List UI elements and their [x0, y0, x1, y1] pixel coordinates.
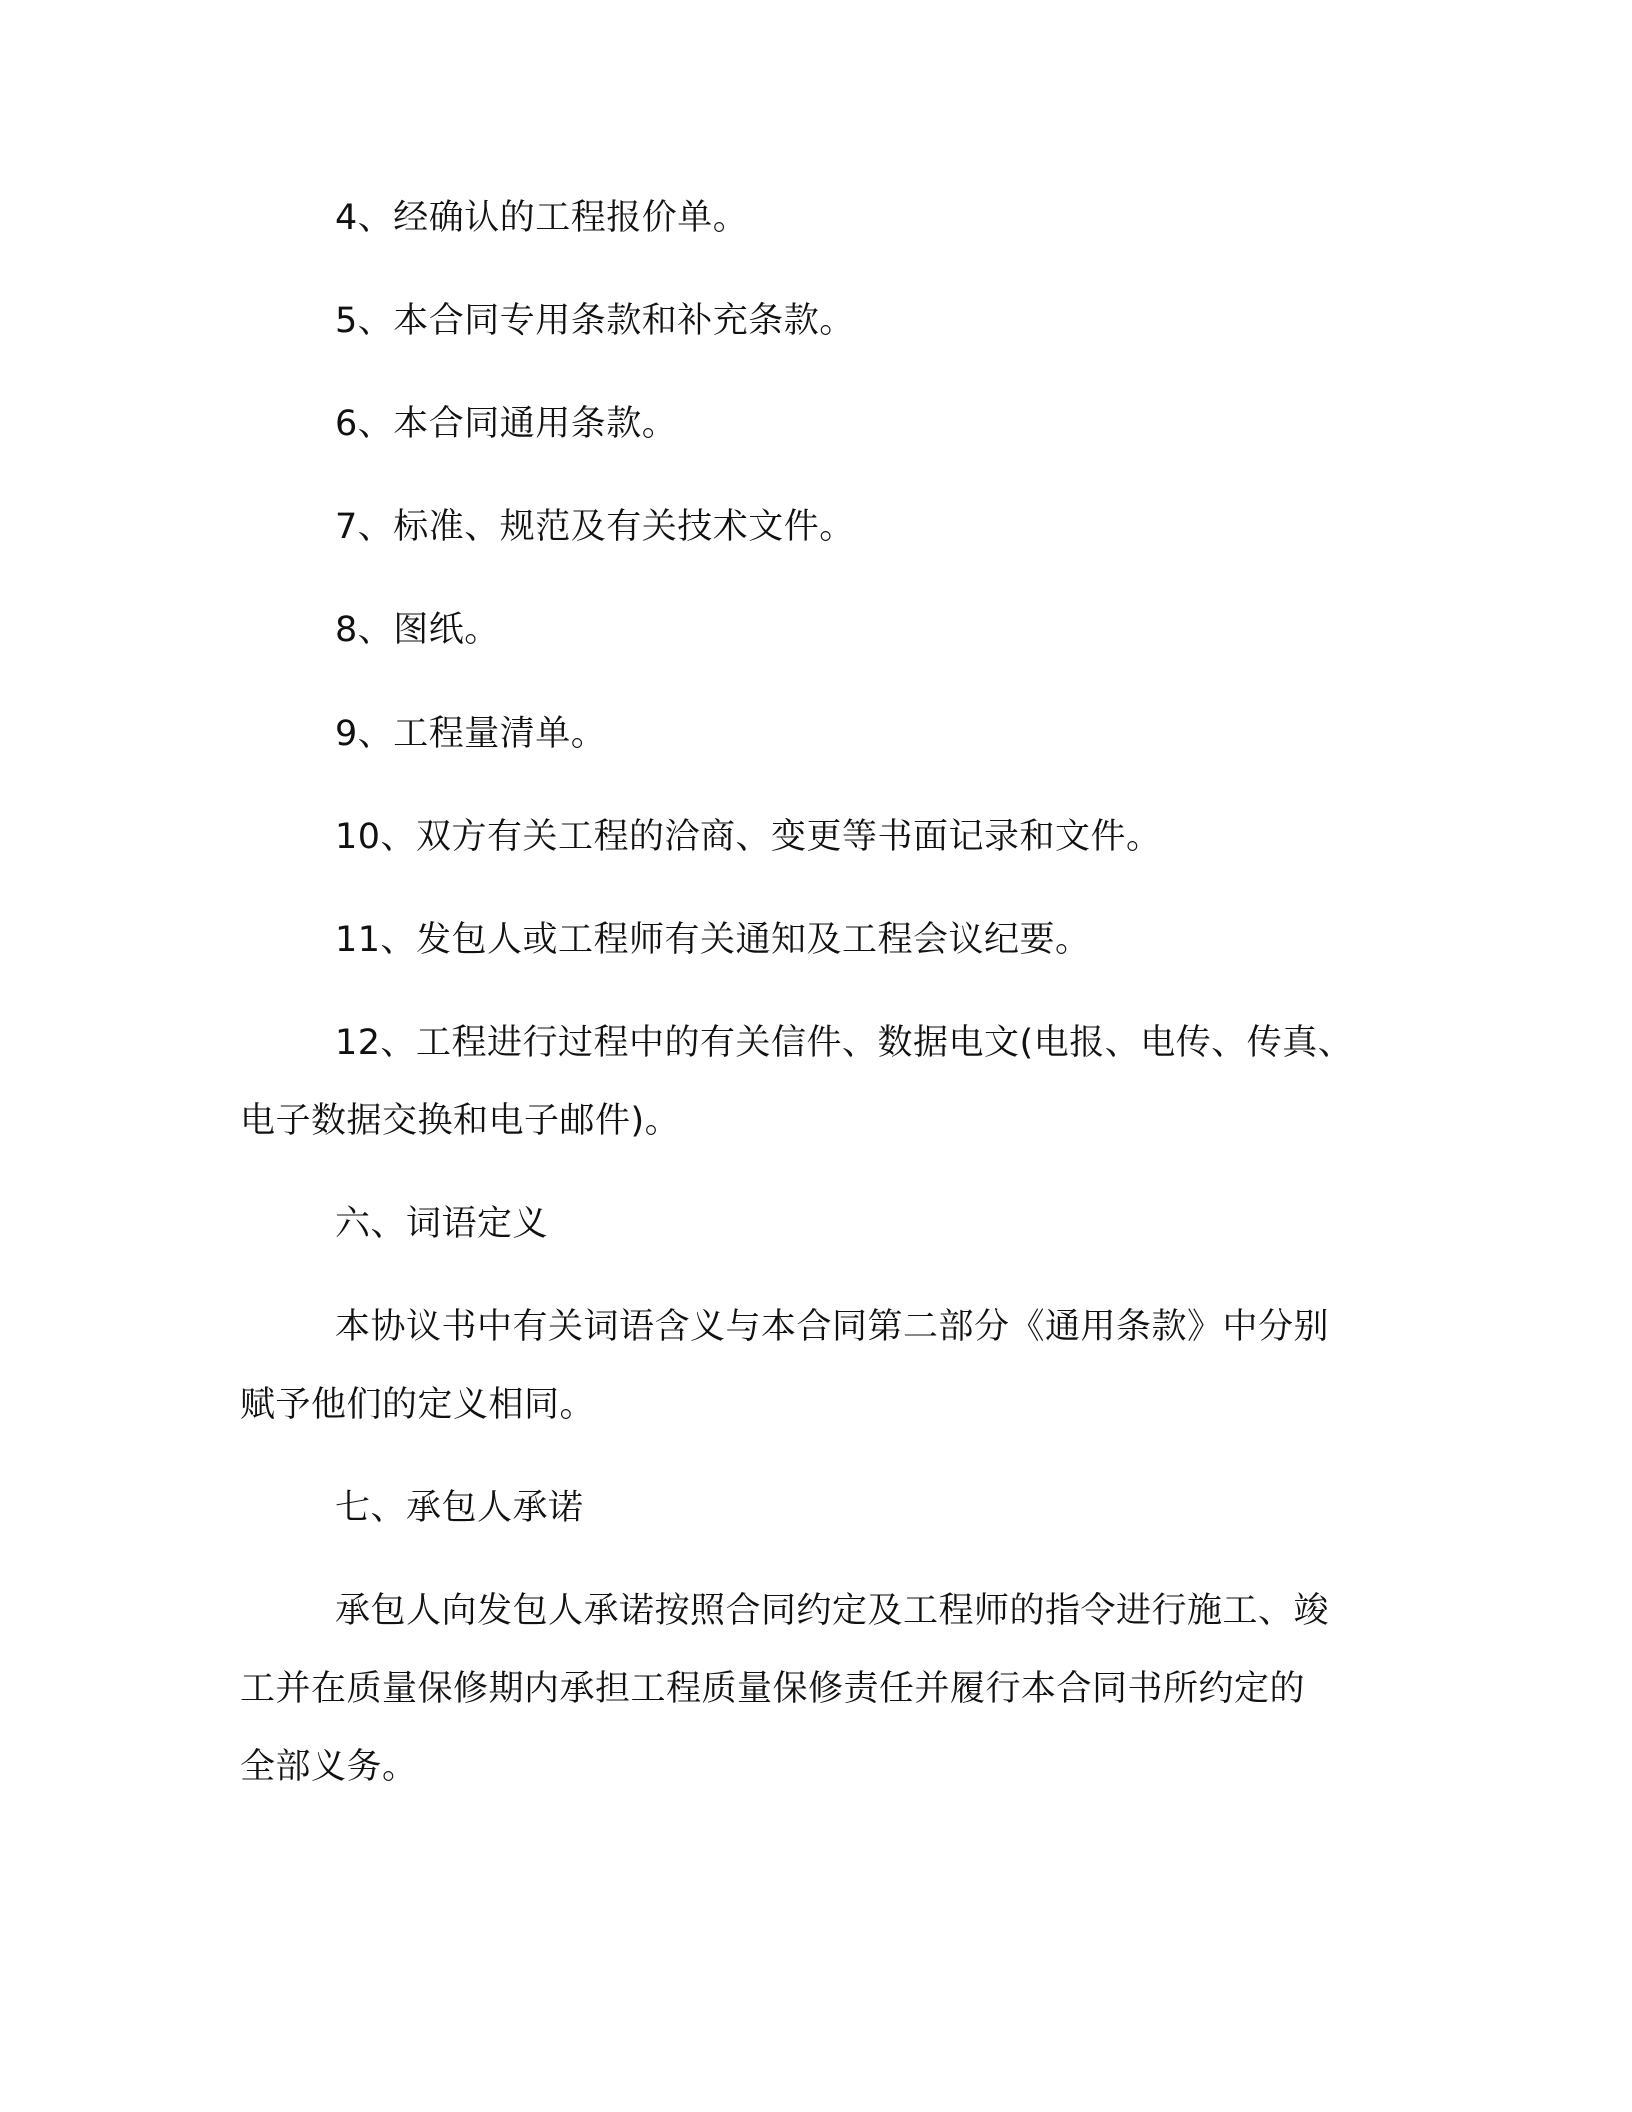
section-heading-6: 六、词语定义	[335, 1204, 549, 1244]
paragraph-commitment-line-2: 工并在质量保修期内承担工程质量保修责任并履行本合同书所约定的	[240, 1669, 1306, 1709]
list-item-9: 9、工程量清单。	[335, 714, 607, 754]
list-item-7: 7、标准、规范及有关技术文件。	[335, 507, 855, 547]
list-item-4: 4、经确认的工程报价单。	[335, 198, 749, 238]
paragraph-definitions-continued: 赋予他们的定义相同。	[240, 1385, 596, 1425]
list-item-5: 5、本合同专用条款和补充条款。	[335, 301, 855, 341]
paragraph-definitions: 本协议书中有关词语含义与本合同第二部分《通用条款》中分别	[335, 1307, 1330, 1347]
list-item-12-continued: 电子数据交换和电子邮件)。	[240, 1101, 681, 1141]
section-heading-7: 七、承包人承诺	[335, 1488, 584, 1528]
list-item-12: 12、工程进行过程中的有关信件、数据电文(电报、电传、传真、	[335, 1023, 1354, 1063]
paragraph-commitment-line-3: 全部义务。	[240, 1747, 418, 1787]
list-item-10: 10、双方有关工程的洽商、变更等书面记录和文件。	[335, 817, 1162, 857]
list-item-11: 11、发包人或工程师有关通知及工程会议纪要。	[335, 920, 1091, 960]
paragraph-commitment: 承包人向发包人承诺按照合同约定及工程师的指令进行施工、竣	[335, 1591, 1330, 1631]
list-item-6: 6、本合同通用条款。	[335, 404, 678, 444]
list-item-8: 8、图纸。	[335, 610, 500, 650]
